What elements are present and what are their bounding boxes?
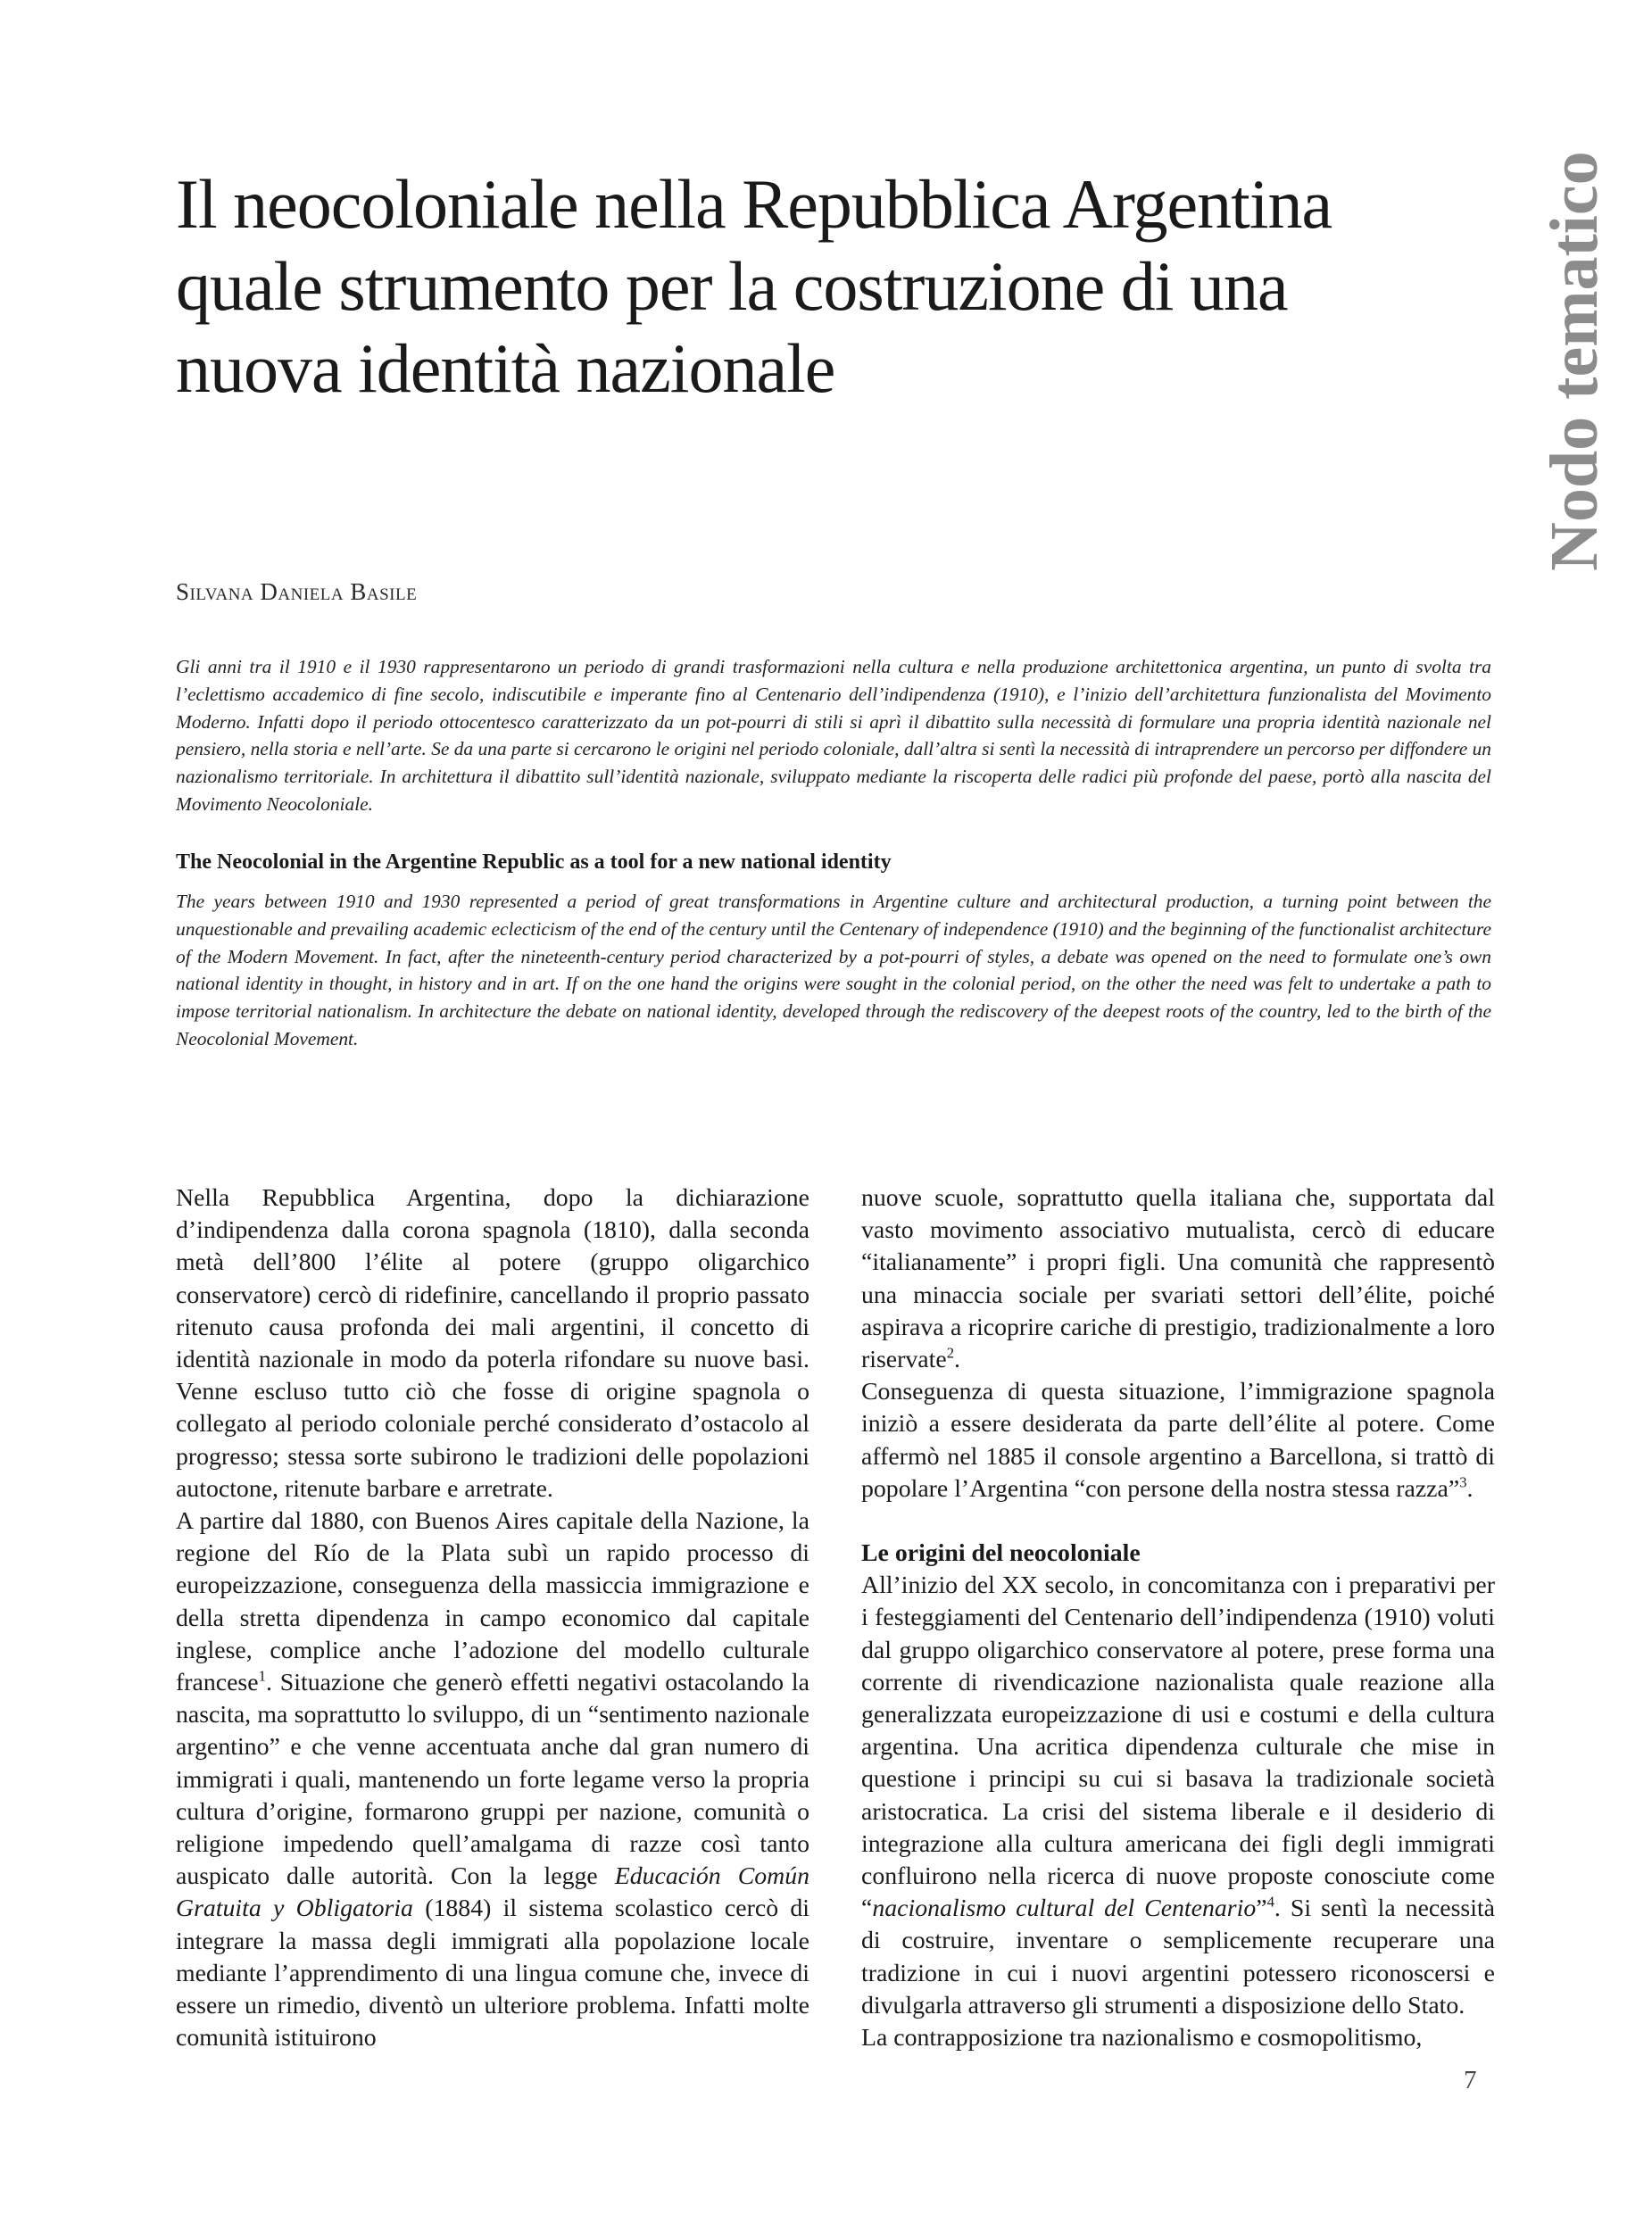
footnote-ref: 3 [1459,1473,1467,1491]
movement-name: nacionalismo cultural del Centenario [872,1895,1257,1923]
article-title [176,163,1488,410]
title-line: nuova identità nazionale [176,329,835,407]
law-title: Educación Común Gratuita y Obligatoria [176,1862,809,1923]
abstract-english: The years between 1910 and 1930 represented a period of great transformations in Argentine culture and architectural production, a turning point between the unquestionable and prevailing academic eclecticism of the end of the century until the Centenary of independence (1910) and the beginning of the functionalist architecture of the Modern Movement. In fact, after the nineteenth-century period characterized by a pot-pourri of styles, a debate was opened on the need to formulate one’s own national identity in thought, in history and in art. If on the one hand the origins were sought in the colonial period, on the other the need was felt to undertake a path to impose territorial nationalism. In architecture the debate on national identity, developed through the rediscovery of the deepest roots of the country, led to the birth of the Neocolonial Movement. [176,891,1491,1049]
abstract-italian: Gli anni tra il 1910 e il 1930 rappresentarono un periodo di grandi trasformazioni nella cultura e nella produzione architettonica argentina, un punto di svolta tra l’eclettismo accademico di fine secolo, indiscutibile e imperante fino al Centenario dell’indipendenza (1910), e l’inizio dell’architettura funzionalista del Movimento Moderno. Infatti dopo il periodo ottocentesco caratterizzato da un pot-pourri di stili si aprì il dibattito sulla necessità di formulare una propria identità nazionale nel pensiero, nella storia e nell’arte. Se da una parte si cercarono le origini nel periodo coloniale, dall’altra si sentì la necessità di intraprendere un percorso per diffondere un nazionalismo territoriale. In architettura il dibattito sull’identità nazionale, sviluppato mediante la riscoperta delle radici più profonde del paese, portò alla nascita del Movimento Neocoloniale. [176,656,1491,815]
body-text: ” [1256,1895,1267,1923]
author-name: Silvana Daniela Basile [176,578,418,605]
footnote-ref: 2 [946,1344,955,1362]
body-text: . Situazione che generò effetti negativi ostacolando la nascita, ma soprattutto lo sviluppo, di un “sentimento nazionale argentino” e che venne accentuata anche dal gran numero di immigrati i quali, mantenendo un forte legame verso la propria cultura d’origine, formarono gruppi per nazione, comunità o religione impedendo quell’amalgama di razze così tanto auspicato dalle autorità. Con la legge [176,1669,809,1891]
body-paragraph [861,1376,1495,1505]
body-text: (1884) il sistema scolastico cercò di integrare la massa degli immigrati alla popolazione locale mediante l’apprendimento di una lingua comune che, invece di essere un rimedio, diventò un ulteriore problema. Infatti molte comunità istituirono [176,1895,809,2052]
page-number: 7 [1464,2066,1477,2094]
body-text: La contrapposizione tra nazionalismo e cosmopolitismo, [861,2024,1423,2052]
body-paragraph [861,1570,1495,2022]
body-text: . Si sentì la necessità di costruire, inventare o semplicemente recuperare una tradizione in cui i nuovi argentini potessero riconoscersi e divulgarla attraverso gli strumenti a disposizione dello Stato. [861,1895,1495,2019]
body-paragraph [176,1182,809,1505]
title-line: Il neocoloniale nella Repubblica Argentina [176,165,1332,243]
body-column-left [176,1182,809,2054]
body-paragraph [861,1182,1495,1376]
title-line: quale strumento per la costruzione di una [176,247,1288,325]
body-text: All’inizio del XX secolo, in concomitanza con i preparativi per i festeggiamenti del Centenario dell’indipendenza (1910) voluti dal gruppo oligarchico conservatore al potere, prese forma una corrente di rivendicazione nazionalista quale reazione alla generalizzata europeizzazione di usi e costumi e della cultura argentina. Una acritica dipendenza culturale che mise in questione i principi su cui si basava la tradizionale società aristocratica. La crisi del sistema liberale e il desiderio di integrazione alla cultura americana dei figli degli immigrati confluirono nella ricerca di nuove proposte conosciute come “ [861,1571,1495,1923]
body-text: Conseguenza di questa situazione, l’immigrazione spagnola iniziò a essere desiderata da parte dell’élite al potere. Come affermò nel 1885 il console argentino a Barcellona, si trattò di popolare l’Argentina “con persone della nostra stessa razza” [861,1378,1495,1503]
body-text: . [954,1346,960,1374]
footnote-ref: 1 [258,1667,266,1685]
section-label-vertical: Nodo tematico [1537,151,1612,571]
english-title: The Neocolonial in the Argentine Republic as a tool for a new national identity [176,850,892,874]
body-text: . [1466,1474,1474,1503]
body-text: Nella Repubblica Argentina, dopo la dichiarazione d’indipendenza dalla corona spagnola (1810), dalla seconda metà dell’800 l’élite al potere (gruppo oligarchico conservatore) cercò di ridefinire, cancellando il proprio passato ritenuto causa profonda dei mali argentini, il concetto di identità nazionale in modo da poterla rifondare su nuove basi. Venne escluso tutto ciò che fosse di origine spagnola o collegato al periodo coloniale perché considerato d’ostacolo al progresso; stessa sorte subirono le tradizioni delle popolazioni autoctone, ritenute barbare e arretrate. [176,1184,809,1503]
body-paragraph [861,2022,1495,2054]
body-text: nuove scuole, soprattutto quella italiana che, supportata dal vasto movimento associativo mutualista, cercò di educare “italianamente” i propri figli. Una comunità che rappresentò una minaccia sociale per svariati settori dell’élite, poiché aspirava a ricoprire cariche di prestigio, tradizionalmente a loro riservate [861,1184,1495,1374]
footnote-ref: 4 [1266,1894,1274,1911]
body-text: A partire dal 1880, con Buenos Aires capitale della Nazione, la regione del Río de la Plata subì un rapido processo di europeizzazione, conseguenza della massiccia immigrazione e della stretta dipendenza in campo economico dal capitale inglese, complice anche l’adozione del modello culturale francese [176,1507,809,1697]
body-paragraph [176,1505,809,2054]
body-column-right [861,1182,1495,2054]
section-heading: Le origini del neocoloniale [861,1539,1141,1568]
